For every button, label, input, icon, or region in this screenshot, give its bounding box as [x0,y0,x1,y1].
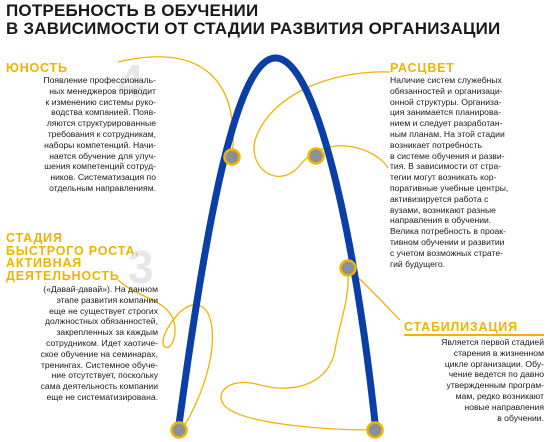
growth-heading-line-2: БЫСТРОГО РОСТА, [6,243,140,258]
stabilization-heading: СТАБИЛИЗАЦИЯ [404,320,518,334]
stabilization-rule [404,334,544,336]
youth-text: Появление профессиональ- ных менеджеров приводит к изменению системы руко- водства компанией. Появ- ляются структурированные требования к сотрудникам, наборы компетенций. Начи- нается обучение для улуч- шения компетенций сотруд- ников. Систематизация по отдельным направлениям. [43,75,156,193]
growth-heading-line-1: СТАДИЯ [6,231,63,245]
connector-lines [118,57,400,430]
youth-heading: ЮНОСТЬ [6,61,68,75]
stage-markers [172,149,383,438]
marker-flourishing [309,149,324,164]
title-line-1: ПОТРЕБНОСТЬ В ОБУЧЕНИИ [6,1,259,20]
lifecycle-curve [178,58,376,432]
marker-decline-bottom [368,423,383,438]
growth-text: («Давай-давай»). На данном этапе развития компании еще не существует строгих должностных обязанностей, закрепленных за каждым сотрудником. Идет хаотиче- ское обучение на семинарах, тренингах. Системное обуче- ние отсутствует, поскольку сама деятельность компании еще не систематизирована. [40,284,158,402]
marker-growth-bottom [172,423,187,438]
growth-heading-line-4: ДЕЯТЕЛЬНОСТЬ [6,268,120,283]
stabilization-text: Является первой стадией старения в жизненном цикле организации. Обу- чение ведется по давно утвержденным програм- мам, редко возникают новые направления в обучении. [441,337,544,423]
growth-heading-line-3: АКТИВНАЯ [6,256,83,270]
marker-stabilization [341,261,356,276]
flourishing-heading: РАСЦВЕТ [390,61,455,75]
stabilization-connector [221,268,372,430]
marker-youth [225,150,240,165]
youth-ghost-number: 4 [118,55,144,107]
flourishing-text: Наличие систем служебных обязанностей и организаци- онной структуры. Организа- ция занимается планирова- нием и следует разработан- ным планам. На этой стадии возникает потребность в системе обучения и разви- тия. В зависимости от стра- тегии могут возникать кор- поративные учебные центры, активизируется работа с вузами, возникают разные направления в обучении. Велика потребность в проак- тивном обучении и развитии с учетом возможных страте- гий будущего. [390,75,509,269]
growth-ghost-number: 3 [128,241,154,293]
growth-heading [6,232,140,282]
title-line-2: В ЗАВИСИМОСТИ ОТ СТАДИИ РАЗВИТИЯ ОРГАНИЗАЦИИ [6,19,501,38]
